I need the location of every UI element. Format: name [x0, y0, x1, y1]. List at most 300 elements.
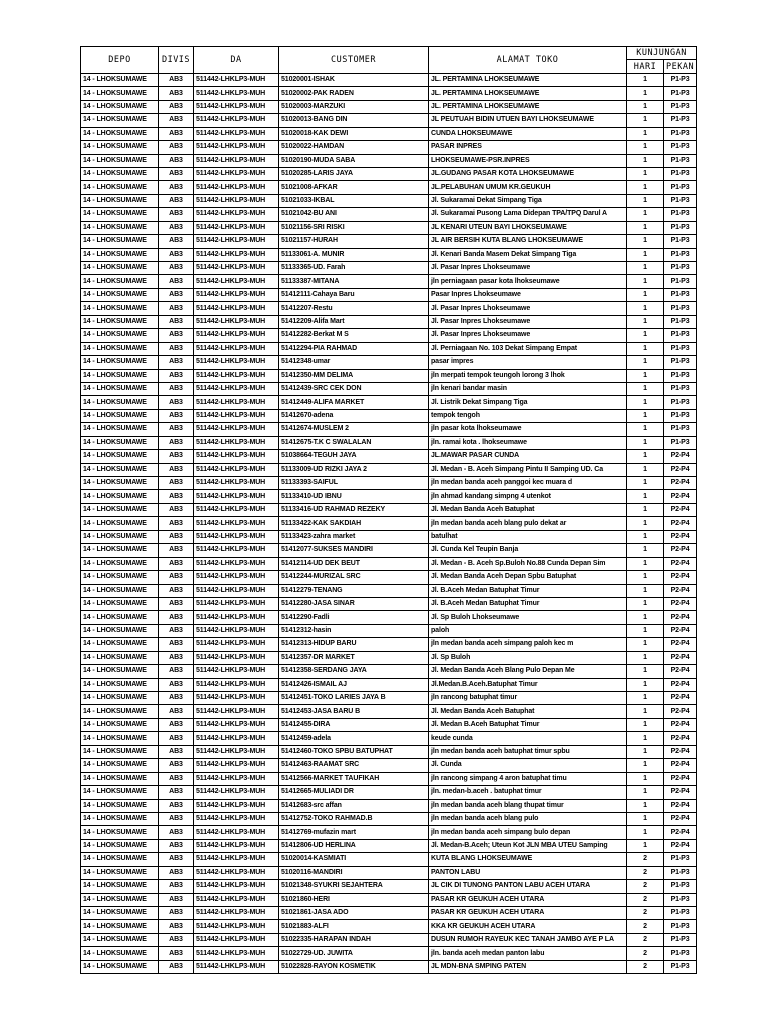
cell-da: 511442-LHKLP3-MUH [194, 718, 279, 731]
cell-customer: 51020018-KAK DEWI [279, 127, 429, 140]
table-row [81, 651, 697, 664]
cell-hari: 1 [627, 477, 664, 490]
cell-pekan: P2-P4 [664, 584, 697, 597]
cell-divis: AB3 [159, 248, 194, 261]
cell-da: 511442-LHKLP3-MUH [194, 907, 279, 920]
cell-hari: 1 [627, 382, 664, 395]
cell-hari: 1 [627, 705, 664, 718]
cell-divis: AB3 [159, 490, 194, 503]
cell-da: 511442-LHKLP3-MUH [194, 127, 279, 140]
cell-pekan: P1-P3 [664, 880, 697, 893]
cell-da: 511442-LHKLP3-MUH [194, 826, 279, 839]
table-row [81, 678, 697, 691]
cell-alamat: Pasar Inpres Lhokseumawe [429, 288, 627, 301]
cell-depo: 14 - LHOKSUMAWE [81, 584, 159, 597]
cell-pekan: P2-P4 [664, 544, 697, 557]
cell-customer: 51412460-TOKO SPBU BATUPHAT [279, 745, 429, 758]
cell-customer: 51133387-MITANA [279, 275, 429, 288]
cell-depo: 14 - LHOKSUMAWE [81, 597, 159, 610]
cell-da: 511442-LHKLP3-MUH [194, 450, 279, 463]
table-row [81, 114, 697, 127]
table-row [81, 853, 697, 866]
cell-depo: 14 - LHOKSUMAWE [81, 786, 159, 799]
table-row [81, 141, 697, 154]
table-row [81, 544, 697, 557]
cell-divis: AB3 [159, 933, 194, 946]
cell-hari: 2 [627, 907, 664, 920]
table-row [81, 396, 697, 409]
table-row [81, 73, 697, 86]
table-row [81, 772, 697, 785]
cell-alamat: batulhat [429, 530, 627, 543]
cell-customer: 51020014-KASMIATI [279, 853, 429, 866]
cell-depo: 14 - LHOKSUMAWE [81, 141, 159, 154]
cell-divis: AB3 [159, 718, 194, 731]
cell-da: 511442-LHKLP3-MUH [194, 772, 279, 785]
cell-pekan: P1-P3 [664, 262, 697, 275]
cell-hari: 2 [627, 947, 664, 960]
cell-alamat: PASAR KR GEUKUH ACEH UTARA [429, 907, 627, 920]
cell-da: 511442-LHKLP3-MUH [194, 638, 279, 651]
cell-depo: 14 - LHOKSUMAWE [81, 154, 159, 167]
cell-depo: 14 - LHOKSUMAWE [81, 960, 159, 973]
cell-depo: 14 - LHOKSUMAWE [81, 517, 159, 530]
cell-customer: 51412665-MULIADI DR [279, 786, 429, 799]
cell-depo: 14 - LHOKSUMAWE [81, 839, 159, 852]
cell-alamat: jln. ramai kota . lhokseumawe [429, 436, 627, 449]
cell-da: 511442-LHKLP3-MUH [194, 597, 279, 610]
cell-pekan: P1-P3 [664, 342, 697, 355]
cell-pekan: P2-P4 [664, 503, 697, 516]
cell-da: 511442-LHKLP3-MUH [194, 665, 279, 678]
cell-pekan: P1-P3 [664, 356, 697, 369]
cell-divis: AB3 [159, 356, 194, 369]
cell-hari: 1 [627, 503, 664, 516]
cell-hari: 1 [627, 275, 664, 288]
cell-da: 511442-LHKLP3-MUH [194, 167, 279, 180]
cell-divis: AB3 [159, 208, 194, 221]
cell-pekan: P1-P3 [664, 423, 697, 436]
cell-alamat: JL.GUDANG PASAR KOTA LHOKSEUMAWE [429, 167, 627, 180]
cell-da: 511442-LHKLP3-MUH [194, 530, 279, 543]
cell-da: 511442-LHKLP3-MUH [194, 678, 279, 691]
cell-pekan: P1-P3 [664, 73, 697, 86]
cell-depo: 14 - LHOKSUMAWE [81, 544, 159, 557]
table-row [81, 87, 697, 100]
cell-customer: 51022828-RAYON KOSMETIK [279, 960, 429, 973]
cell-da: 511442-LHKLP3-MUH [194, 235, 279, 248]
cell-divis: AB3 [159, 382, 194, 395]
cell-depo: 14 - LHOKSUMAWE [81, 799, 159, 812]
cell-hari: 1 [627, 611, 664, 624]
cell-da: 511442-LHKLP3-MUH [194, 114, 279, 127]
cell-customer: 51020013-BANG DIN [279, 114, 429, 127]
cell-hari: 1 [627, 584, 664, 597]
cell-pekan: P1-P3 [664, 947, 697, 960]
cell-alamat: jln medan banda aceh blang pulo [429, 812, 627, 825]
cell-alamat: Jl. Medan Banda Aceh Batuphat [429, 503, 627, 516]
cell-customer: 51412566-MARKET TAUFIKAH [279, 772, 429, 785]
cell-alamat: paloh [429, 624, 627, 637]
cell-pekan: P2-P4 [664, 557, 697, 570]
cell-da: 511442-LHKLP3-MUH [194, 866, 279, 879]
header-depo: DEPO [81, 47, 159, 74]
cell-alamat: PASAR INPRES [429, 141, 627, 154]
cell-customer: 51412313-HIDUP BARU [279, 638, 429, 651]
cell-da: 511442-LHKLP3-MUH [194, 611, 279, 624]
cell-pekan: P1-P3 [664, 114, 697, 127]
table-row [81, 194, 697, 207]
cell-alamat: Jl. Medan Banda Aceh Batuphat [429, 705, 627, 718]
table-row [81, 423, 697, 436]
cell-divis: AB3 [159, 181, 194, 194]
table-row [81, 100, 697, 113]
cell-alamat: LHOKSEUMAWE-PSR.INPRES [429, 154, 627, 167]
cell-alamat: Jl. Listrik Dekat Simpang Tiga [429, 396, 627, 409]
table-row [81, 517, 697, 530]
cell-depo: 14 - LHOKSUMAWE [81, 262, 159, 275]
cell-alamat: jln. banda aceh medan panton labu [429, 947, 627, 960]
table-row [81, 167, 697, 180]
cell-customer: 51133423-zahra market [279, 530, 429, 543]
cell-divis: AB3 [159, 114, 194, 127]
table-row [81, 759, 697, 772]
cell-hari: 1 [627, 651, 664, 664]
cell-depo: 14 - LHOKSUMAWE [81, 235, 159, 248]
cell-depo: 14 - LHOKSUMAWE [81, 705, 159, 718]
table-row [81, 329, 697, 342]
table-row [81, 154, 697, 167]
cell-divis: AB3 [159, 409, 194, 422]
cell-depo: 14 - LHOKSUMAWE [81, 933, 159, 946]
cell-da: 511442-LHKLP3-MUH [194, 799, 279, 812]
table-row [81, 799, 697, 812]
header-da: DA [194, 47, 279, 74]
cell-da: 511442-LHKLP3-MUH [194, 732, 279, 745]
cell-hari: 1 [627, 154, 664, 167]
header-pekan: PEKAN [664, 60, 697, 73]
cell-da: 511442-LHKLP3-MUH [194, 302, 279, 315]
cell-hari: 2 [627, 893, 664, 906]
table-row [81, 947, 697, 960]
cell-customer: 51412675-T.K C SWALALAN [279, 436, 429, 449]
table-row [81, 503, 697, 516]
cell-da: 511442-LHKLP3-MUH [194, 759, 279, 772]
cell-pekan: P2-P4 [664, 638, 697, 651]
cell-alamat: Jl. Pasar Inpres Lhokseumawe [429, 315, 627, 328]
cell-depo: 14 - LHOKSUMAWE [81, 329, 159, 342]
cell-alamat: JL CIK DI TUNONG PANTON LABU ACEH UTARA [429, 880, 627, 893]
cell-divis: AB3 [159, 745, 194, 758]
cell-hari: 2 [627, 933, 664, 946]
cell-depo: 14 - LHOKSUMAWE [81, 718, 159, 731]
cell-divis: AB3 [159, 127, 194, 140]
cell-depo: 14 - LHOKSUMAWE [81, 866, 159, 879]
cell-customer: 51412463-RAAMAT SRC [279, 759, 429, 772]
cell-hari: 1 [627, 114, 664, 127]
cell-hari: 1 [627, 759, 664, 772]
cell-da: 511442-LHKLP3-MUH [194, 315, 279, 328]
cell-divis: AB3 [159, 826, 194, 839]
cell-depo: 14 - LHOKSUMAWE [81, 490, 159, 503]
table-row [81, 584, 697, 597]
cell-da: 511442-LHKLP3-MUH [194, 544, 279, 557]
cell-alamat: KUTA BLANG LHOKSEUMAWE [429, 853, 627, 866]
cell-pekan: P2-P4 [664, 732, 697, 745]
cell-hari: 1 [627, 369, 664, 382]
cell-hari: 1 [627, 141, 664, 154]
table-row [81, 288, 697, 301]
cell-depo: 14 - LHOKSUMAWE [81, 288, 159, 301]
cell-depo: 14 - LHOKSUMAWE [81, 127, 159, 140]
cell-customer: 51412752-TOKO RAHMAD.B [279, 812, 429, 825]
cell-depo: 14 - LHOKSUMAWE [81, 369, 159, 382]
cell-customer: 51412348-umar [279, 356, 429, 369]
cell-pekan: P2-P4 [664, 611, 697, 624]
cell-customer: 51021156-SRI RISKI [279, 221, 429, 234]
cell-alamat: Jl. Medan Banda Aceh Depan Spbu Batuphat [429, 571, 627, 584]
cell-pekan: P2-P4 [664, 692, 697, 705]
cell-da: 511442-LHKLP3-MUH [194, 329, 279, 342]
cell-divis: AB3 [159, 396, 194, 409]
cell-pekan: P1-P3 [664, 893, 697, 906]
cell-pekan: P2-P4 [664, 812, 697, 825]
cell-divis: AB3 [159, 786, 194, 799]
cell-depo: 14 - LHOKSUMAWE [81, 100, 159, 113]
cell-hari: 1 [627, 732, 664, 745]
cell-pekan: P2-P4 [664, 463, 697, 476]
cell-hari: 1 [627, 772, 664, 785]
cell-alamat: jln perniagaan pasar kota lhokseumawe [429, 275, 627, 288]
cell-divis: AB3 [159, 772, 194, 785]
table-row [81, 436, 697, 449]
cell-da: 511442-LHKLP3-MUH [194, 262, 279, 275]
cell-depo: 14 - LHOKSUMAWE [81, 463, 159, 476]
cell-customer: 51412358-SERDANG JAYA [279, 665, 429, 678]
cell-customer: 51412282-Berkat M S [279, 329, 429, 342]
cell-customer: 51021860-HERI [279, 893, 429, 906]
cell-depo: 14 - LHOKSUMAWE [81, 880, 159, 893]
cell-da: 511442-LHKLP3-MUH [194, 624, 279, 637]
cell-alamat: jln kenari bandar masin [429, 382, 627, 395]
header-alamat-toko: ALAMAT TOKO [429, 47, 627, 74]
cell-pekan: P1-P3 [664, 369, 697, 382]
cell-pekan: P1-P3 [664, 920, 697, 933]
cell-customer: 51412451-TOKO LARIES JAYA B [279, 692, 429, 705]
cell-depo: 14 - LHOKSUMAWE [81, 73, 159, 86]
cell-da: 511442-LHKLP3-MUH [194, 409, 279, 422]
cell-customer: 51412459-adela [279, 732, 429, 745]
cell-da: 511442-LHKLP3-MUH [194, 571, 279, 584]
cell-pekan: P1-P3 [664, 154, 697, 167]
table-row [81, 262, 697, 275]
cell-pekan: P2-P4 [664, 759, 697, 772]
cell-customer: 51412455-DIRA [279, 718, 429, 731]
cell-depo: 14 - LHOKSUMAWE [81, 732, 159, 745]
cell-da: 511442-LHKLP3-MUH [194, 208, 279, 221]
cell-da: 511442-LHKLP3-MUH [194, 288, 279, 301]
cell-depo: 14 - LHOKSUMAWE [81, 302, 159, 315]
cell-depo: 14 - LHOKSUMAWE [81, 920, 159, 933]
cell-customer: 51020285-LARIS JAYA [279, 167, 429, 180]
cell-divis: AB3 [159, 544, 194, 557]
table-row [81, 463, 697, 476]
cell-divis: AB3 [159, 611, 194, 624]
cell-customer: 51133393-SAIFUL [279, 477, 429, 490]
table-row [81, 477, 697, 490]
table-row [81, 221, 697, 234]
cell-hari: 2 [627, 960, 664, 973]
cell-customer: 51133416-UD RAHMAD REZEKY [279, 503, 429, 516]
cell-pekan: P1-P3 [664, 329, 697, 342]
cell-alamat: Jl. Pasar Inpres Lhokseumawe [429, 262, 627, 275]
cell-divis: AB3 [159, 530, 194, 543]
table-row [81, 907, 697, 920]
cell-customer: 51020190-MUDA SABA [279, 154, 429, 167]
cell-pekan: P2-P4 [664, 665, 697, 678]
cell-alamat: jln merpati tempok teungoh lorong 3 lhok [429, 369, 627, 382]
cell-hari: 1 [627, 409, 664, 422]
cell-alamat: Jl. B.Aceh Medan Batuphat Timur [429, 584, 627, 597]
table-row [81, 880, 697, 893]
cell-hari: 1 [627, 450, 664, 463]
cell-hari: 1 [627, 356, 664, 369]
cell-pekan: P2-P4 [664, 826, 697, 839]
cell-divis: AB3 [159, 812, 194, 825]
cell-alamat: jln medan banda aceh simpang bulo depan [429, 826, 627, 839]
cell-depo: 14 - LHOKSUMAWE [81, 759, 159, 772]
cell-customer: 51412449-ALIFA MARKET [279, 396, 429, 409]
cell-depo: 14 - LHOKSUMAWE [81, 315, 159, 328]
customer-visit-table [80, 46, 697, 974]
cell-customer: 51020022-HAMDAN [279, 141, 429, 154]
table-row [81, 409, 697, 422]
cell-alamat: PASAR KR GEUKUH ACEH UTARA [429, 893, 627, 906]
cell-pekan: P1-P3 [664, 208, 697, 221]
table-row [81, 786, 697, 799]
header-divis: DIVIS [159, 47, 194, 74]
cell-customer: 51133410-UD IBNU [279, 490, 429, 503]
cell-divis: AB3 [159, 853, 194, 866]
cell-pekan: P2-P4 [664, 530, 697, 543]
cell-alamat: Jl. B.Aceh Medan Batuphat Timur [429, 597, 627, 610]
cell-da: 511442-LHKLP3-MUH [194, 194, 279, 207]
cell-customer: 51021883-ALFI [279, 920, 429, 933]
cell-pekan: P1-P3 [664, 235, 697, 248]
cell-alamat: Jl. Pasar Inpres Lhokseumawe [429, 329, 627, 342]
cell-pekan: P1-P3 [664, 315, 697, 328]
cell-hari: 1 [627, 718, 664, 731]
cell-divis: AB3 [159, 288, 194, 301]
cell-hari: 1 [627, 463, 664, 476]
cell-hari: 1 [627, 315, 664, 328]
cell-da: 511442-LHKLP3-MUH [194, 839, 279, 852]
cell-customer: 51020003-MARZUKI [279, 100, 429, 113]
cell-customer: 51412312-hasin [279, 624, 429, 637]
cell-hari: 1 [627, 826, 664, 839]
cell-divis: AB3 [159, 692, 194, 705]
cell-pekan: P2-P4 [664, 786, 697, 799]
cell-divis: AB3 [159, 503, 194, 516]
cell-customer: 51020116-MANDIRI [279, 866, 429, 879]
cell-da: 511442-LHKLP3-MUH [194, 503, 279, 516]
cell-pekan: P1-P3 [664, 141, 697, 154]
cell-da: 511442-LHKLP3-MUH [194, 100, 279, 113]
cell-da: 511442-LHKLP3-MUH [194, 812, 279, 825]
cell-da: 511442-LHKLP3-MUH [194, 463, 279, 476]
cell-alamat: Jl. Medan - B. Aceh Sp.Buloh No.88 Cunda Depan Sim [429, 557, 627, 570]
cell-alamat: JL.MAWAR PASAR CUNDA [429, 450, 627, 463]
cell-pekan: P1-P3 [664, 933, 697, 946]
cell-pekan: P2-P4 [664, 799, 697, 812]
cell-customer: 51020002-PAK RADEN [279, 87, 429, 100]
cell-customer: 51021033-IKBAL [279, 194, 429, 207]
cell-da: 511442-LHKLP3-MUH [194, 87, 279, 100]
cell-divis: AB3 [159, 624, 194, 637]
cell-depo: 14 - LHOKSUMAWE [81, 167, 159, 180]
cell-divis: AB3 [159, 866, 194, 879]
cell-hari: 1 [627, 517, 664, 530]
cell-depo: 14 - LHOKSUMAWE [81, 181, 159, 194]
cell-depo: 14 - LHOKSUMAWE [81, 947, 159, 960]
cell-divis: AB3 [159, 154, 194, 167]
cell-alamat: jln medan banda aceh simpang paloh kec m [429, 638, 627, 651]
cell-da: 511442-LHKLP3-MUH [194, 920, 279, 933]
cell-customer: 51412453-JASA BARU B [279, 705, 429, 718]
table-body [81, 73, 697, 973]
cell-pekan: P2-P4 [664, 772, 697, 785]
cell-divis: AB3 [159, 194, 194, 207]
table-row [81, 920, 697, 933]
cell-alamat: Jl. Medan B.Aceh Batuphat Timur [429, 718, 627, 731]
table-row [81, 342, 697, 355]
cell-divis: AB3 [159, 73, 194, 86]
cell-customer: 51133365-UD. Farah [279, 262, 429, 275]
cell-customer: 51412350-MM DELIMA [279, 369, 429, 382]
table-row [81, 611, 697, 624]
cell-alamat: tempok tengoh [429, 409, 627, 422]
cell-da: 511442-LHKLP3-MUH [194, 692, 279, 705]
table-row [81, 624, 697, 637]
cell-da: 511442-LHKLP3-MUH [194, 73, 279, 86]
cell-alamat: Jl. Kenari Banda Masem Dekat Simpang Tiga [429, 248, 627, 261]
cell-pekan: P2-P4 [664, 517, 697, 530]
cell-hari: 1 [627, 342, 664, 355]
cell-da: 511442-LHKLP3-MUH [194, 651, 279, 664]
cell-depo: 14 - LHOKSUMAWE [81, 692, 159, 705]
cell-divis: AB3 [159, 799, 194, 812]
cell-hari: 2 [627, 866, 664, 879]
cell-alamat: JL KENARI UTEUN BAYI LHOKSEUMAWE [429, 221, 627, 234]
cell-hari: 1 [627, 799, 664, 812]
cell-alamat: CUNDA LHOKSEUMAWE [429, 127, 627, 140]
cell-depo: 14 - LHOKSUMAWE [81, 907, 159, 920]
cell-alamat: KKA KR GEUKUH ACEH UTARA [429, 920, 627, 933]
cell-hari: 1 [627, 302, 664, 315]
cell-da: 511442-LHKLP3-MUH [194, 396, 279, 409]
cell-customer: 51412290-Fadli [279, 611, 429, 624]
cell-divis: AB3 [159, 423, 194, 436]
cell-hari: 1 [627, 127, 664, 140]
cell-divis: AB3 [159, 302, 194, 315]
cell-customer: 51022729-UD. JUWITA [279, 947, 429, 960]
cell-pekan: P1-P3 [664, 382, 697, 395]
table-row [81, 530, 697, 543]
table-row [81, 597, 697, 610]
header-kunjungan: KUNJUNGAN [627, 47, 697, 60]
cell-pekan: P1-P3 [664, 302, 697, 315]
cell-hari: 1 [627, 100, 664, 113]
